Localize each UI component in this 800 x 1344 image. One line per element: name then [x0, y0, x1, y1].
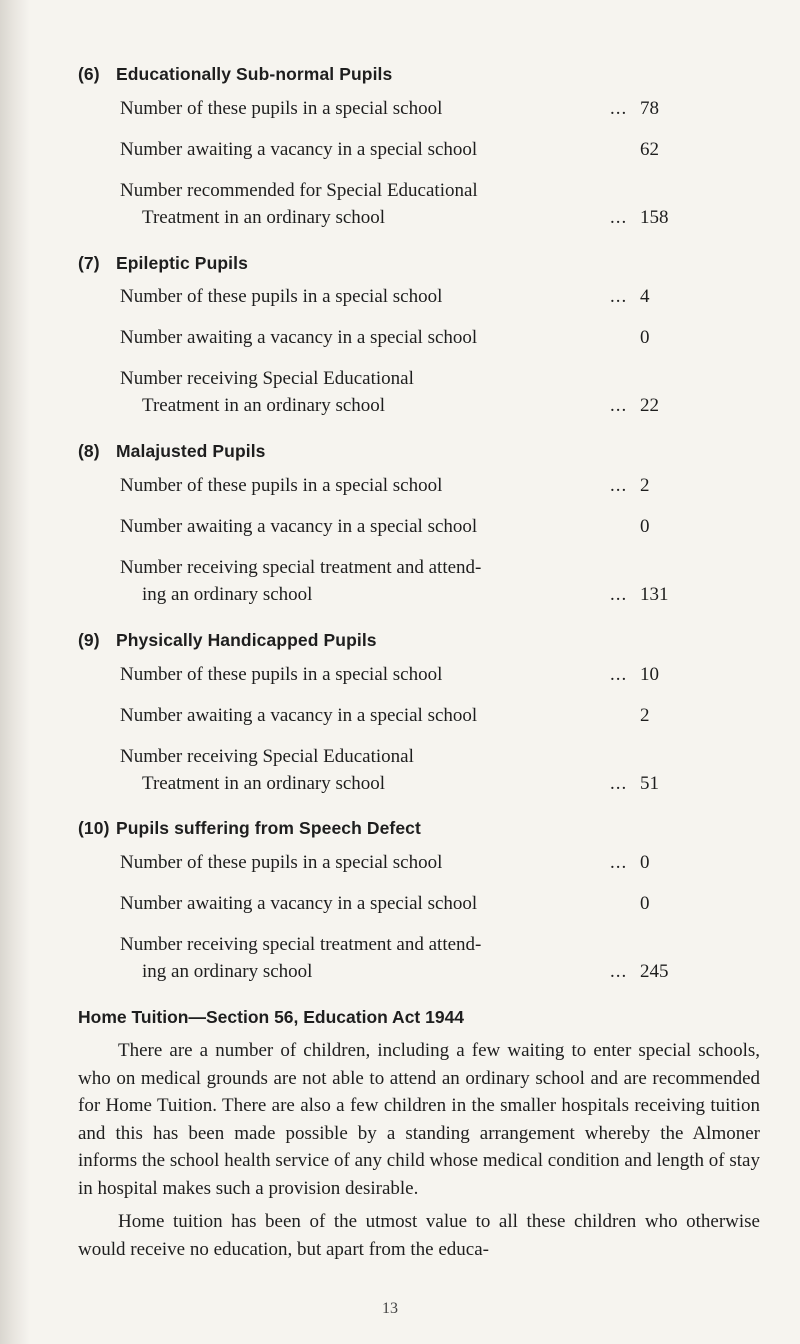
- table-row: [120, 394, 680, 418]
- row-value: 22: [640, 395, 659, 416]
- section-6-heading: [78, 64, 392, 85]
- home-tuition-paragraph-1: There are a number of children, including a few waiting to enter special schools, who on medical grounds are not able to attend an ordinary school and are recommended for Home Tuition. There are also a few children in the smaller hospitals receiving tuition and this has been made possible by a standing arrangement whereby the Almoner informs the school health service of any child whose medical condition and length of stay in hospital makes such a provision desirable.: [78, 1040, 760, 1199]
- table-row: [120, 474, 680, 498]
- row-label-line2: Treatment in an ordinary school: [142, 395, 386, 416]
- home-tuition-paragraph-2: Home tuition has been of the utmost value to all these children who otherwise would receive no education, but apart from the educa-: [78, 1211, 760, 1260]
- table-row: [120, 745, 680, 769]
- table-row: [120, 138, 680, 162]
- leader-dots: ...: [610, 664, 628, 685]
- row-label-line1: Number receiving special treatment and attend-: [120, 557, 482, 578]
- row-label: Number of these pupils in a special school: [120, 852, 443, 873]
- row-value: 0: [640, 852, 650, 873]
- table-row: [120, 960, 680, 984]
- leader-dots: ...: [610, 773, 628, 794]
- row-label: Number awaiting a vacancy in a special school: [120, 893, 478, 914]
- row-value: 4: [640, 286, 650, 307]
- row-value: 62: [640, 139, 659, 160]
- table-row: [120, 851, 680, 875]
- section-title: Epileptic Pupils: [116, 253, 248, 273]
- row-value: 158: [640, 207, 669, 228]
- row-label-line2: ing an ordinary school: [142, 961, 313, 982]
- row-label: Number of these pupils in a special school: [120, 475, 443, 496]
- section-title: Educationally Sub-normal Pupils: [116, 64, 393, 84]
- section-number: (7): [78, 253, 100, 273]
- page-number: 13: [382, 1300, 398, 1317]
- section-title: Physically Handicapped Pupils: [116, 630, 377, 650]
- section-title: Malajusted Pupils: [116, 441, 266, 461]
- row-value: 0: [640, 516, 650, 537]
- table-row: [120, 97, 680, 121]
- section-title: Pupils suffering from Speech Defect: [116, 818, 421, 838]
- row-label: Number of these pupils in a special school: [120, 286, 443, 307]
- row-label: Number of these pupils in a special school: [120, 664, 443, 685]
- row-value: 131: [640, 584, 669, 605]
- table-row: [120, 772, 680, 796]
- row-label-line2: ing an ordinary school: [142, 584, 313, 605]
- section-9-heading: [78, 630, 377, 651]
- section-7-heading: [78, 253, 248, 274]
- leader-dots: ...: [610, 395, 628, 416]
- row-value: 245: [640, 961, 669, 982]
- table-row: [120, 892, 680, 916]
- table-row: [120, 583, 680, 607]
- row-value: 0: [640, 327, 650, 348]
- table-row: [120, 515, 680, 539]
- row-value: 78: [640, 98, 659, 119]
- row-label: Number awaiting a vacancy in a special school: [120, 139, 478, 160]
- section-number: (9): [78, 630, 100, 650]
- row-label-line1: Number receiving Special Educational: [120, 368, 414, 389]
- table-row: [120, 179, 680, 203]
- leader-dots: ...: [610, 207, 628, 228]
- home-tuition-heading: Home Tuition—Section 56, Education Act 1944: [78, 1007, 465, 1027]
- row-label: Number awaiting a vacancy in a special school: [120, 705, 478, 726]
- table-row: [120, 556, 680, 580]
- leader-dots: ...: [610, 286, 628, 307]
- section-number: (8): [78, 441, 100, 461]
- section-number: (6): [78, 64, 100, 84]
- table-row: [120, 326, 680, 350]
- row-label-line2: Treatment in an ordinary school: [142, 207, 386, 228]
- section-10-heading: [78, 818, 421, 839]
- table-row: [120, 367, 680, 391]
- leader-dots: ...: [610, 852, 628, 873]
- row-value: 10: [640, 664, 659, 685]
- row-value: 0: [640, 893, 650, 914]
- section-number: (10): [78, 818, 110, 838]
- row-value: 2: [640, 475, 650, 496]
- row-value: 2: [640, 705, 650, 726]
- row-value: 51: [640, 773, 659, 794]
- row-label-line1: Number receiving Special Educational: [120, 746, 414, 767]
- row-label: Number awaiting a vacancy in a special school: [120, 327, 478, 348]
- table-row: [120, 704, 680, 728]
- row-label: Number of these pupils in a special school: [120, 98, 443, 119]
- leader-dots: ...: [610, 98, 628, 119]
- row-label-line1: Number receiving special treatment and attend-: [120, 934, 482, 955]
- leader-dots: ...: [610, 475, 628, 496]
- table-row: [120, 663, 680, 687]
- section-8-heading: [78, 441, 266, 462]
- row-label: Number awaiting a vacancy in a special school: [120, 516, 478, 537]
- table-row: [120, 206, 680, 230]
- row-label-line2: Treatment in an ordinary school: [142, 773, 386, 794]
- table-row: [120, 285, 680, 309]
- leader-dots: ...: [610, 584, 628, 605]
- leader-dots: ...: [610, 961, 628, 982]
- row-label-line1: Number recommended for Special Educational: [120, 180, 478, 201]
- table-row: [120, 933, 680, 957]
